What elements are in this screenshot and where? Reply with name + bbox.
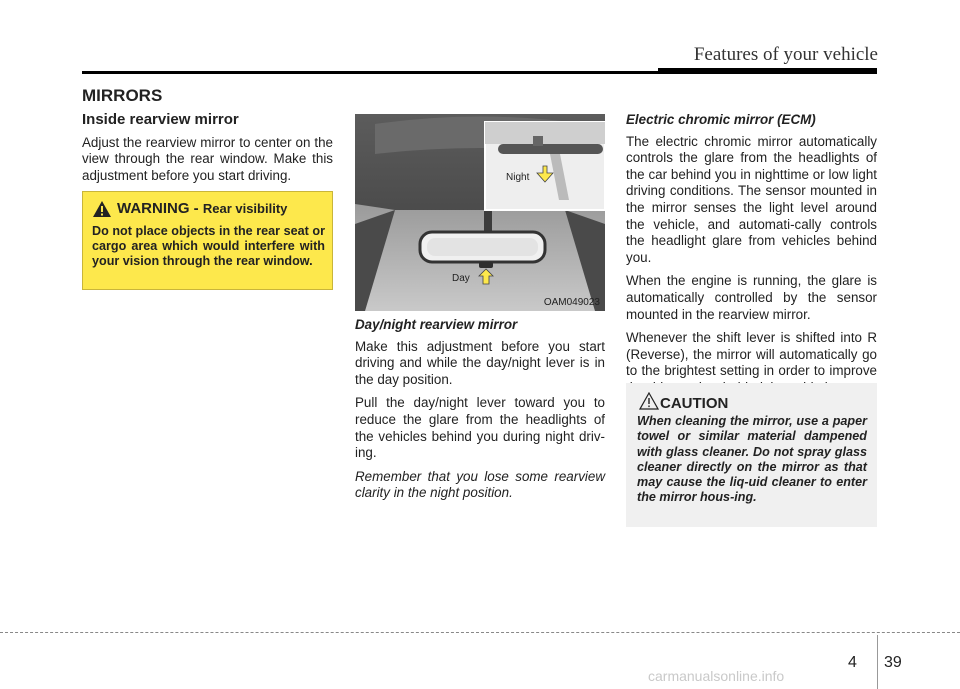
- middle-p2: Pull the day/night lever toward you to reduce the glare from the headlights of the vehicles behind you during night driv-ing.: [355, 395, 605, 461]
- caution-box: [626, 383, 877, 527]
- figure-code: OAM049023: [543, 297, 600, 308]
- right-p3: Whenever the shift lever is shifted into R (Reverse), the mirror will automatically go to the brightest setting in order to improve: [626, 330, 877, 379]
- page-number-divider: [877, 635, 878, 689]
- right-heading: Electric chromic mirror (ECM): [626, 112, 816, 127]
- night-label: Night: [506, 172, 530, 183]
- right-p1: The electric chromic mirror automatically controls the glare from the headlights of the car behind you in nighttime or low light driving conditions. The sensor mounted in the mirror senses the light level around the vehicle, and automati-cally controls the headlight glare from vehicles behind you.: [626, 133, 877, 265]
- caution-icon: [639, 392, 659, 410]
- day-label: Day: [452, 273, 470, 284]
- middle-heading: Day/night rearview mirror: [355, 317, 518, 332]
- left-column: [82, 112, 333, 191]
- section-number: 4: [848, 654, 857, 671]
- section-title: MIRRORS: [82, 86, 163, 105]
- warning-box: [82, 191, 333, 290]
- caution-title: CAUTION: [660, 395, 729, 412]
- right-p2: When the engine is running, the glare is automatically controlled by the sensor mounted in the rearview mirror.: [626, 273, 877, 322]
- middle-column: [355, 317, 605, 509]
- watermark: carmanualsonline.info: [648, 668, 785, 684]
- rearview-mirror-figure: [355, 114, 605, 311]
- caution-body: When cleaning the mirror, use a paper towel or similar material dampened with glass cleaner. Do not spray glass cleaner directly on the mirror as that may cause the liq-uid cleaner to enter the mirror hous-ing.: [637, 414, 867, 505]
- warning-title: [117, 200, 287, 217]
- middle-p1: Make this adjustment before you start driving and while the day/night lever is in the day position.: [355, 338, 605, 387]
- left-body: Adjust the rearview mirror to center on the view through the rear window. Make this adjustment before you start driving.: [82, 134, 333, 183]
- warning-body: Do not place objects in the rear seat or cargo area which would interfere with your vision through the rear window.: [92, 224, 325, 269]
- warning-subtitle: Rear visibility: [202, 201, 288, 216]
- running-header: Features of your vehicle: [693, 44, 878, 65]
- left-heading: Inside rearview mirror: [82, 111, 239, 128]
- warning-icon: [92, 200, 112, 218]
- header-rule-accent: [658, 68, 877, 74]
- middle-p3: Remember that you lose some rearview clarity in the night position.: [355, 468, 605, 501]
- footer-dashed-rule: [0, 632, 960, 633]
- page-number: 39: [884, 654, 902, 671]
- mirror-illustration: [355, 114, 605, 311]
- right-column: [626, 112, 877, 404]
- warning-label: WARNING -: [117, 200, 199, 217]
